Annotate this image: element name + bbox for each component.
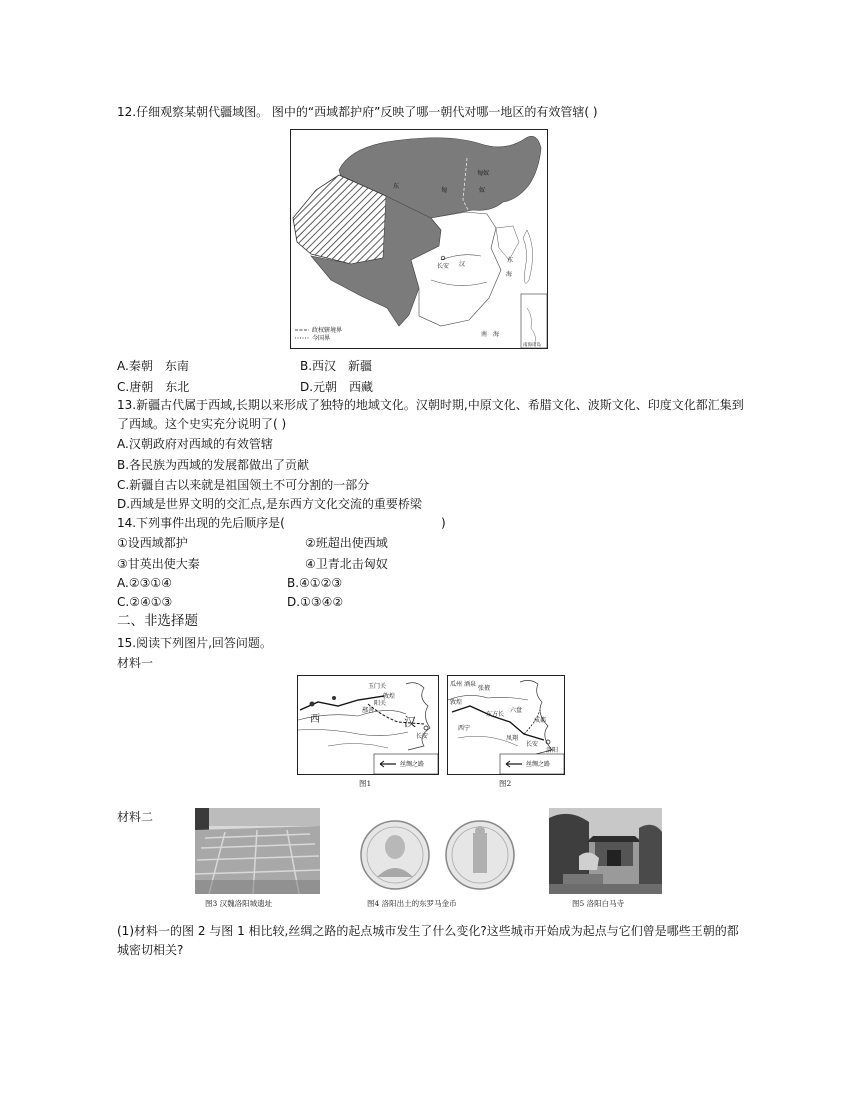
q13-option-c[interactable]: C.新疆自古以来就是祖国领土不可分割的一部分 (117, 478, 370, 492)
fig2-dunhuang: 敦煌 (450, 699, 463, 706)
material2-label: 材料二 (117, 810, 154, 824)
material1-label: 材料一 (117, 656, 154, 670)
q14-option-c[interactable]: C.②④①③ (117, 595, 173, 609)
fig1-silk-road-map (297, 675, 439, 775)
fig4-photo (355, 815, 525, 895)
fig2-fengxiang: 凤翔 (506, 735, 519, 742)
fig1-han: 汉 (404, 715, 417, 729)
fig4-caption: 图4 洛阳出土的东罗马金币 (367, 899, 457, 908)
map-label-han: 汉 (459, 261, 466, 268)
section-title: 二、非选择题 (117, 613, 198, 629)
fig1-caption: 图1 (359, 779, 372, 788)
fig2-guazhou: 瓜州 (450, 681, 463, 688)
fig1-dunhuang: 敦煌 (383, 693, 396, 700)
fig2-liupan: 六盘 (510, 707, 523, 714)
fig1-legend: 丝绸之路 (400, 761, 425, 768)
south-sea-inset (521, 294, 547, 348)
q13-option-a[interactable]: A.汉朝政府对西域的有效管辖 (117, 437, 273, 451)
map-legend-1: 政权辖境界 (312, 327, 343, 334)
map-label-inset: 南海诸岛 (523, 343, 541, 348)
fig1-yumen: 玉门关 (368, 683, 387, 690)
fig2-qiansheng: 东方长 (486, 711, 505, 718)
map-label-nanhai: 南 海 (481, 331, 500, 338)
han-territory-map-svg (291, 130, 547, 348)
fig2-legend: 丝绸之路 (526, 761, 551, 768)
q14-option-a[interactable]: A.②③①④ (117, 576, 172, 590)
fig2-silk-road-map (447, 675, 565, 775)
fig2-chengdu: 成都 (534, 717, 547, 724)
q15-sub1: (1)材料一的图 2 与图 1 相比较,丝绸之路的起点城市发生了什么变化?这些城市开始成为起点与它们曾是哪些王朝的都城密切相关? (117, 924, 739, 957)
fig5-photo (549, 808, 662, 894)
q14-event-2: ②班超出使西域 (305, 536, 388, 550)
map-label-top-left: 东 (393, 183, 400, 190)
q14-stem: 14.下列事件出现的先后顺序是( (117, 516, 285, 530)
q13-option-d[interactable]: D.西域是世界文明的交汇点,是东西方文化交流的重要桥梁 (117, 497, 422, 511)
q14-event-3: ③甘英出使大秦 (117, 557, 200, 571)
fig1-xi: 西 (310, 714, 320, 725)
fig2-caption: 图2 (499, 779, 512, 788)
q13-option-b[interactable]: B.各民族为西域的发展都做出了贡献 (117, 458, 310, 472)
q12-option-a[interactable]: A.秦朝 东南 (117, 359, 189, 373)
fig3-caption: 图3 汉魏洛阳城遗址 (205, 899, 273, 908)
map-label-right-upper: 奴 (479, 187, 486, 194)
fig1-yangguan: 阳关 (374, 700, 387, 707)
q12-option-b[interactable]: B.西汉 新疆 (300, 359, 373, 373)
fig5-caption: 图5 洛阳白马寺 (572, 899, 625, 908)
q12-territory-map (290, 129, 548, 349)
q14-stem-close: ) (441, 516, 446, 530)
map-legend-2: 今国界 (312, 335, 331, 342)
fig1-shanshan: 鄯善 (362, 707, 375, 714)
q12-option-c[interactable]: C.唐朝 东北 (117, 380, 190, 394)
fig2-jiuquan: 酒泉 (464, 681, 477, 688)
fig2-zhangye: 张掖 (478, 685, 491, 692)
fig2-luoyang: 洛阳 (546, 747, 559, 754)
q14-option-d[interactable]: D.①③④② (287, 595, 344, 609)
map-label-xiongnu: 匈奴 (477, 170, 490, 177)
q12-stem: 12.仔细观察某朝代疆域图。 图中的“西域都护府”反映了哪一朝代对哪一地区的有效管辖( ) (117, 105, 598, 119)
map-label-dong: 东 (507, 257, 514, 264)
q14-event-1: ①设西域都护 (117, 536, 188, 550)
q15-stem: 15.阅读下列图片,回答问题。 (117, 636, 272, 650)
q14-event-4: ④卫青北击匈奴 (305, 557, 388, 571)
map-label-changan: 长安 (437, 263, 450, 270)
fig3-photo (195, 808, 320, 894)
fig1-changan: 长安 (416, 733, 429, 740)
q12-option-d[interactable]: D.元朝 西藏 (300, 380, 374, 394)
fig2-xining: 西宁 (458, 725, 471, 732)
q13-stem: 13.新疆古代属于西域,长期以来形成了独特的地域文化。汉朝时期,中原文化、希腊文化、波斯文化、印度文化都汇集到了西域。这个史实充分说明了( ) (117, 398, 744, 431)
q14-option-b[interactable]: B.④①②③ (287, 576, 343, 590)
map-label-top-mid: 匈 (441, 187, 448, 194)
map-label-hai: 海 (506, 271, 513, 278)
fig2-changan: 长安 (526, 741, 539, 748)
